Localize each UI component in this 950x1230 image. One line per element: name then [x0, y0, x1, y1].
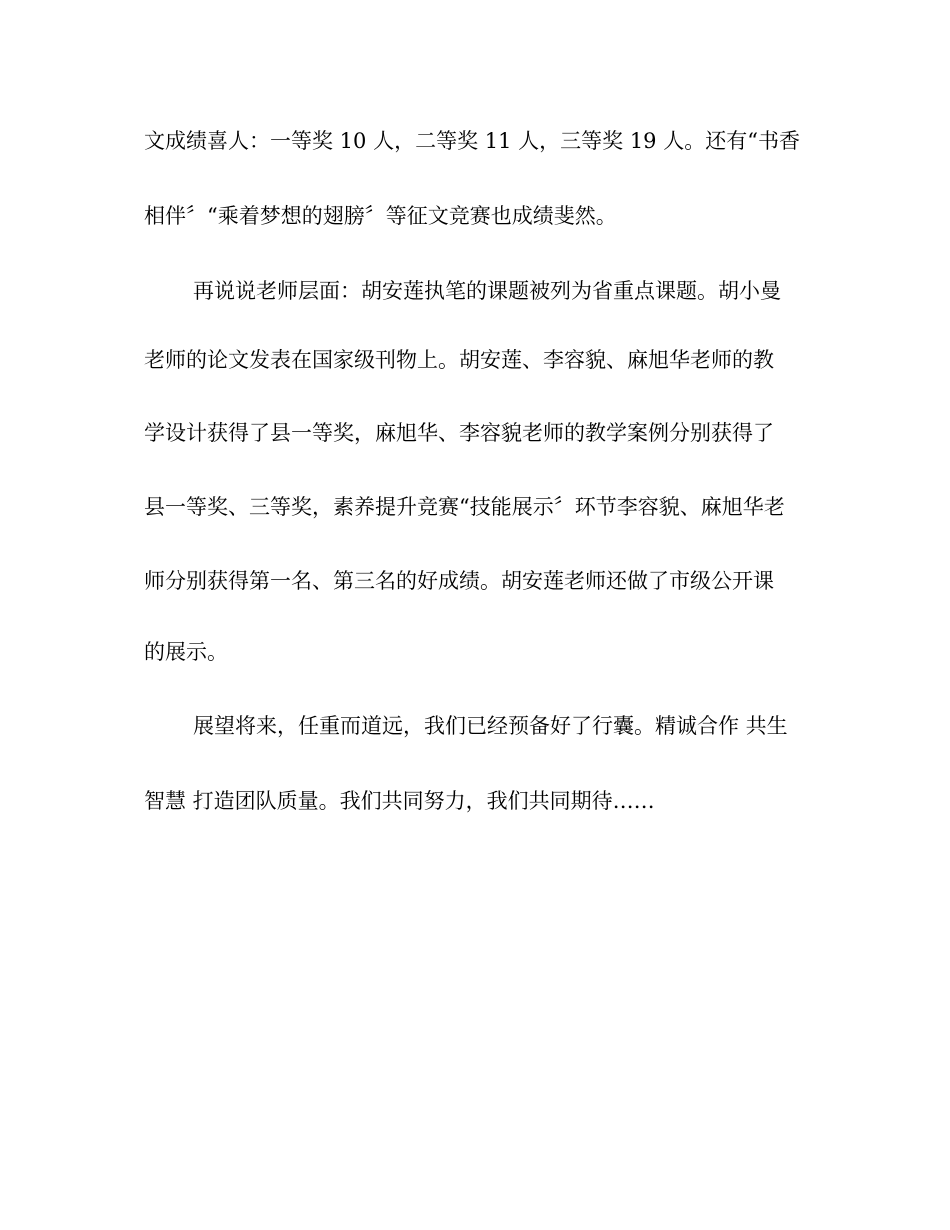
paragraph-start-line: 再说说老师层面：胡安莲执笔的课题被列为省重点课题。胡小曼: [193, 279, 781, 303]
text-line: 文成绩喜人：一等奖 10 人，二等奖 11 人，三等奖 19 人。还有“书香: [144, 129, 800, 153]
text-line: 学设计获得了县一等奖，麻旭华、李容貌老师的教学案例分别获得了: [144, 421, 774, 445]
text-line: 师分别获得第一名、第三名的好成绩。胡安莲老师还做了市级公开课: [144, 569, 774, 593]
text-line: 相伴〞“乘着梦想的翅膀〞等征文竞赛也成绩斐然。: [144, 204, 617, 228]
text-line: 的展示。: [144, 640, 228, 664]
text-line: 县一等奖、三等奖，素养提升竞赛“技能展示〞环节李容貌、麻旭华老: [144, 495, 785, 519]
text-line: 智慧 打造团队质量。我们共同努力，我们共同期待……: [144, 789, 655, 813]
paragraph-start-line: 展望将来，任重而道远，我们已经预备好了行囊。精诚合作 共生: [193, 714, 788, 738]
text-line: 老师的论文发表在国家级刊物上。胡安莲、李容貌、麻旭华老师的教: [144, 348, 774, 372]
